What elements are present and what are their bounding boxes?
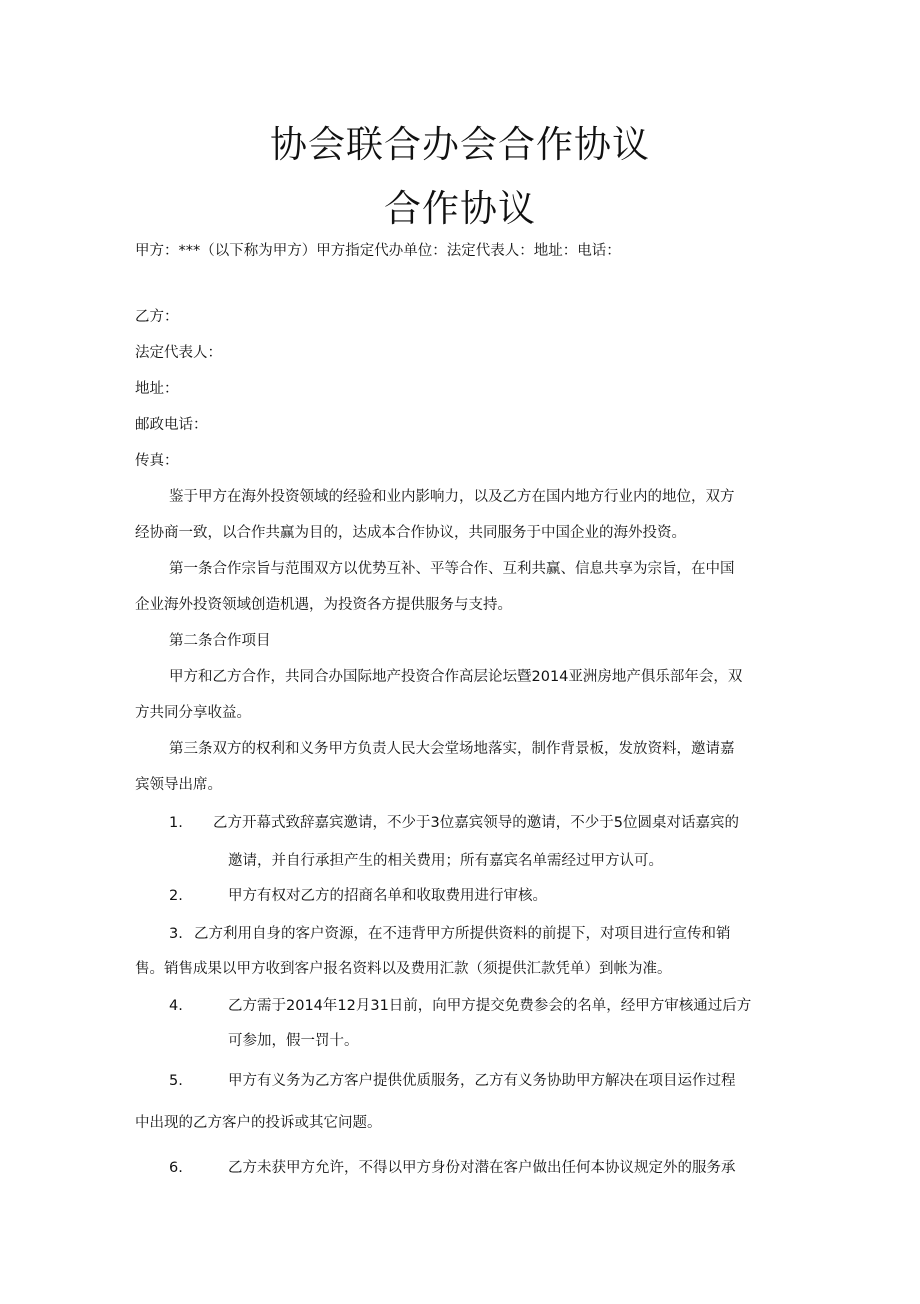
article-3-line-2: 宾领导出席。 [135, 777, 222, 793]
article-2-line-1: 甲方和乙方合作，共同合办国际地产投资合作高层论坛暨2014亚洲房地产俱乐部年会，双 [169, 669, 743, 685]
list-item-number: 1. [169, 815, 183, 831]
list-item-line: 甲方有权对乙方的招商名单和收取费用进行审核。 [228, 888, 547, 904]
list-item-number: 6. [169, 1160, 183, 1176]
list-item-number: 2. [169, 888, 183, 904]
list-item-line: 售。销售成果以甲方收到客户报名资料以及费用汇款（须提供汇款凭单）到帐为准。 [135, 961, 672, 977]
intro-paragraph-line-1: 鉴于甲方在海外投资领域的经验和业内影响力，以及乙方在国内地方行业内的地位，双方 [169, 489, 735, 505]
list-item-number: 3. [169, 926, 183, 942]
fax-label: 传真： [135, 453, 179, 469]
document-title: 协会联合办会合作协议 [270, 123, 650, 166]
list-item-number: 4. [169, 998, 183, 1014]
intro-paragraph-line-2: 经协商一致，以合作共赢为目的，达成本合作协议，共同服务于中国企业的海外投资。 [135, 525, 686, 541]
list-item-line: 乙方未获甲方允许，不得以甲方身份对潜在客户做出任何本协议规定外的服务承 [228, 1160, 736, 1176]
list-item-line: 甲方有义务为乙方客户提供优质服务，乙方有义务协助甲方解决在项目运作过程 [228, 1073, 736, 1089]
address-label: 地址： [135, 381, 179, 397]
postal-phone-label: 邮政电话： [135, 417, 208, 433]
article-1-line-1: 第一条合作宗旨与范围双方以优势互补、平等合作、互利共赢、信息共享为宗旨，在中国 [169, 561, 735, 577]
article-3-line-1: 第三条双方的权利和义务甲方负责人民大会堂场地落实，制作背景板，发放资料，邀请嘉 [169, 741, 735, 757]
article-2-line-2: 方共同分享收益。 [135, 705, 251, 721]
legal-rep-label: 法定代表人： [135, 345, 222, 361]
list-item-line: 乙方利用自身的客户资源，在不违背甲方所提供资料的前提下，对项目进行宣传和销 [194, 926, 731, 942]
article-1-line-2: 企业海外投资领域创造机遇，为投资各方提供服务与支持。 [135, 597, 512, 613]
list-item-line: 邀请，并自行承担产生的相关费用；所有嘉宾名单需经过甲方认可。 [228, 853, 663, 869]
document-subtitle: 合作协议 [384, 187, 536, 230]
list-item-line: 乙方需于2014年12月31日前，向甲方提交免费参会的名单，经甲方审核通过后方 [228, 998, 752, 1014]
article-2-title: 第二条合作项目 [169, 633, 271, 649]
party-b-label: 乙方： [135, 309, 179, 325]
list-item-line: 乙方开幕式致辞嘉宾邀请，不少于3位嘉宾领导的邀请，不少于5位圆桌对话嘉宾的 [213, 815, 739, 831]
list-item-line: 可参加，假一罚十。 [228, 1033, 359, 1049]
party-a-line: 甲方：***（以下称为甲方）甲方指定代办单位：法定代表人：地址：电话： [135, 243, 621, 259]
list-item-line: 中出现的乙方客户的投诉或其它问题。 [135, 1115, 382, 1131]
list-item-number: 5. [169, 1073, 183, 1089]
